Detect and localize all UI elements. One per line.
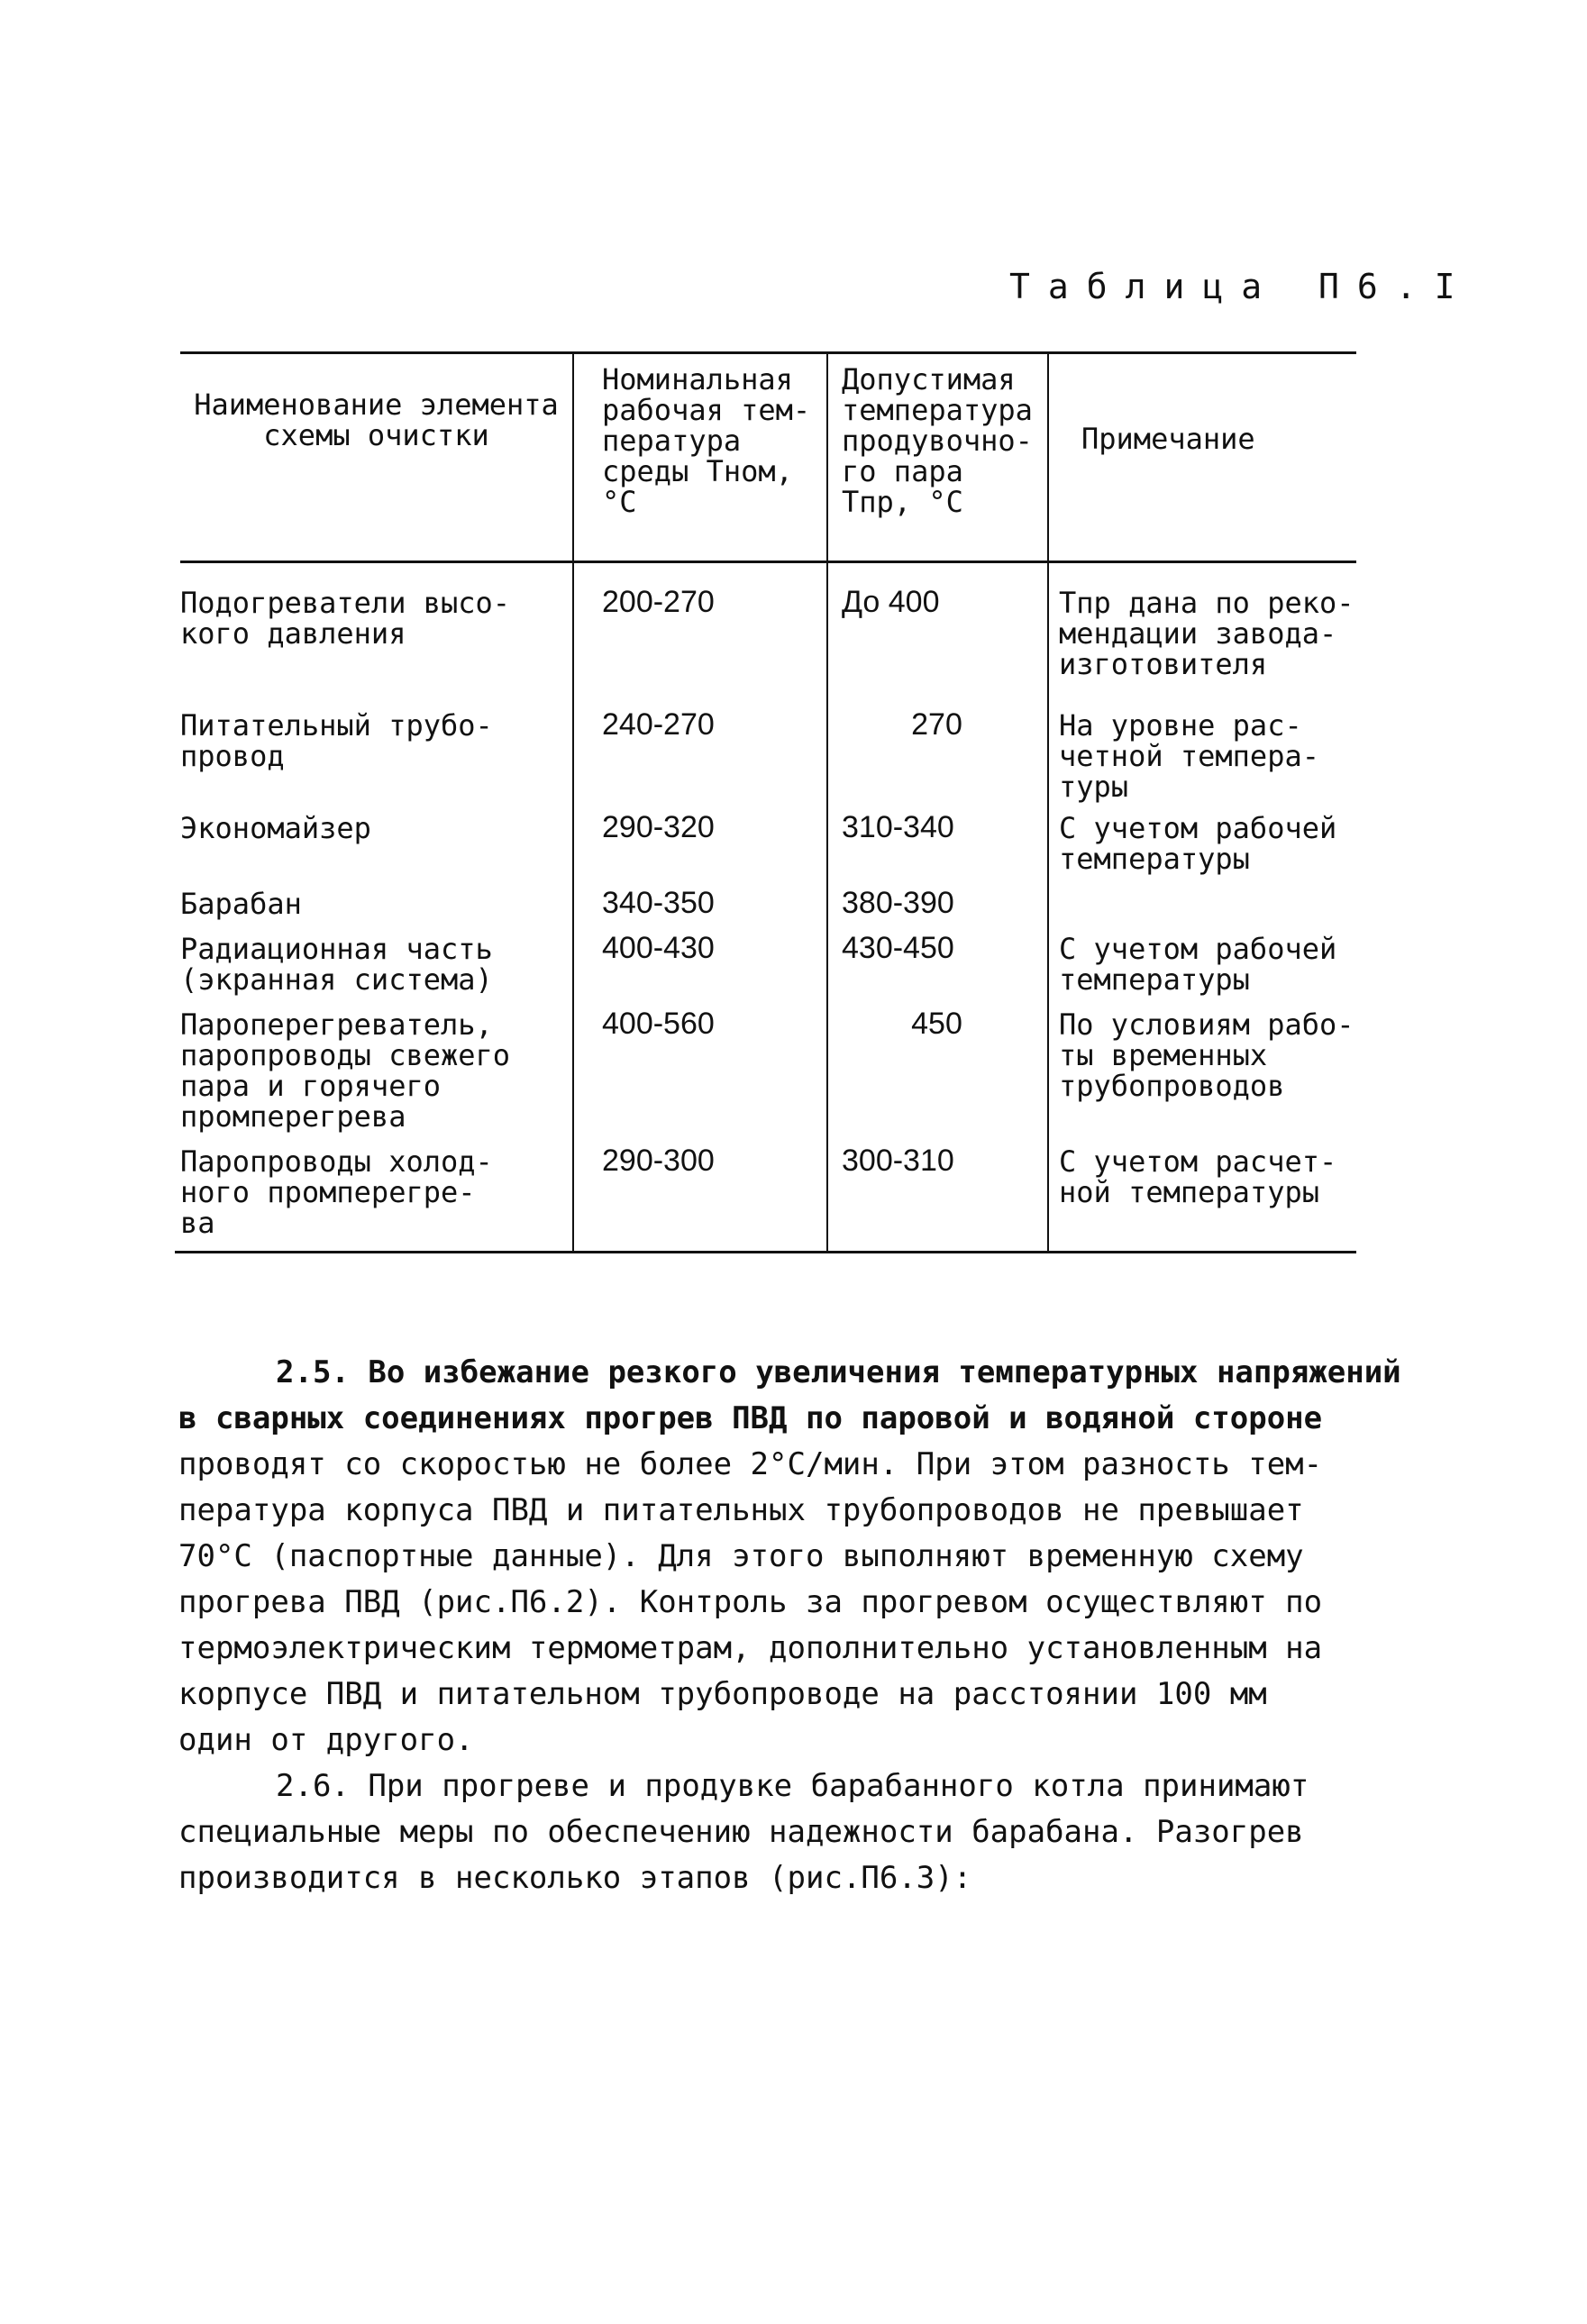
table-header-rule (180, 560, 1356, 563)
table-row-7-note: С учетом расчет- ной температуры (1059, 1144, 1337, 1209)
table-row-5-allowed: 430-450 (842, 931, 954, 965)
paragraph-2-6-line-1: 2.6. При прогреве и продувке барабанного котла принимают (276, 1768, 1309, 1804)
table-row-5-note: С учетом рабочей температуры (1059, 932, 1337, 997)
table-row-7-name: Паропроводы холод- ного промперегре- ва (180, 1144, 493, 1240)
paragraph-2-5-line-8: корпусе ПВД и питательном трубопроводе на расстоянии 100 мм (178, 1676, 1267, 1712)
table-row-1-name: Подогреватели высо- кого давления (180, 586, 511, 651)
table-row-2-note: На уровне рас- четной темпера- туры (1059, 708, 1319, 804)
paragraph-2-5-line-4: пература корпуса ПВД и питательных трубопроводов не превышает (178, 1492, 1304, 1528)
paragraph-2-5-line-6: прогрева ПВД (рис.П6.2). Контроль за прогревом осуществляют по (178, 1584, 1323, 1620)
table-row-3-allowed: 310-340 (842, 810, 954, 844)
paragraph-2-5-line-5: 70°С (паспортные данные). Для этого выполняют временную схему (178, 1538, 1304, 1574)
table-row-2-allowed: 270 (911, 707, 962, 742)
table-row-3-nominal: 290-320 (602, 810, 715, 844)
table-row-1-note: Тпр дана по реко- мендации завода- изготовителя (1059, 586, 1354, 681)
table-row-2-name: Питательный трубо- провод (180, 708, 493, 773)
table-row-7-nominal: 290-300 (602, 1144, 715, 1178)
table-caption: Таблица П6.I (1009, 267, 1473, 306)
paragraph-2-5-line-1: 2.5. Во избежание резкого увеличения температурных напряжений (276, 1354, 1401, 1390)
table-row-6-name: Пароперегреватель, паропроводы свежего пара и горячего промперегрева (180, 1007, 511, 1134)
paragraph-2-5-line-7: термоэлектрическим термометрам, дополнительно установленным на (178, 1630, 1323, 1666)
table-row-1-nominal: 200-270 (602, 585, 715, 619)
paragraph-2-6-line-2: специальные меры по обеспечению надежности барабана. Разогрев (178, 1814, 1304, 1850)
table-row-3-name: Экономайзер (180, 811, 371, 845)
paragraph-2-5 (178, 1350, 1422, 1764)
paragraph-2-6-line-3: производится в несколько этапов (рис.П6.3): (178, 1860, 972, 1896)
table-row-4-name: Барабан (180, 887, 302, 921)
table-row-2-nominal: 240-270 (602, 707, 715, 742)
header-nominal-temperature: Номинальная рабочая тем- пература среды Тном, °С (602, 362, 811, 519)
header-note: Примечание (1081, 422, 1255, 456)
table-row-6-allowed: 450 (911, 1007, 962, 1041)
paragraph-2-5-line-9: один от другого. (178, 1722, 474, 1758)
paragraph-2-5-line-2: в сварных соединениях прогрев ПВД по паровой и водяной стороне (178, 1400, 1323, 1436)
paragraph-2-6 (178, 1764, 1422, 1901)
header-allowed-temperature: Допустимая температура продувочно- го пара Тпр, °С (842, 362, 1033, 519)
table-row-7-allowed: 300-310 (842, 1144, 954, 1178)
table-row-5-name: Радиационная часть (экранная система) (180, 932, 493, 997)
header-element-name: Наименование элемента схемы очистки (194, 387, 559, 452)
table-row-5-nominal: 400-430 (602, 931, 715, 965)
table-row-4-nominal: 340-350 (602, 886, 715, 920)
table-row-3-note: С учетом рабочей температуры (1059, 811, 1337, 876)
table-row-4-allowed: 380-390 (842, 886, 954, 920)
table-row-6-nominal: 400-560 (602, 1007, 715, 1041)
table-row-1-allowed: До 400 (842, 585, 940, 619)
table-bottom-rule (175, 1251, 1356, 1253)
paragraph-2-5-line-3: проводят со скоростью не более 2°С/мин. При этом разность тем- (178, 1446, 1323, 1482)
table-row-6-note: По условиям рабо- ты временных трубопроводов (1059, 1007, 1354, 1103)
table-top-rule (180, 351, 1356, 354)
column-divider-1 (572, 351, 574, 1251)
